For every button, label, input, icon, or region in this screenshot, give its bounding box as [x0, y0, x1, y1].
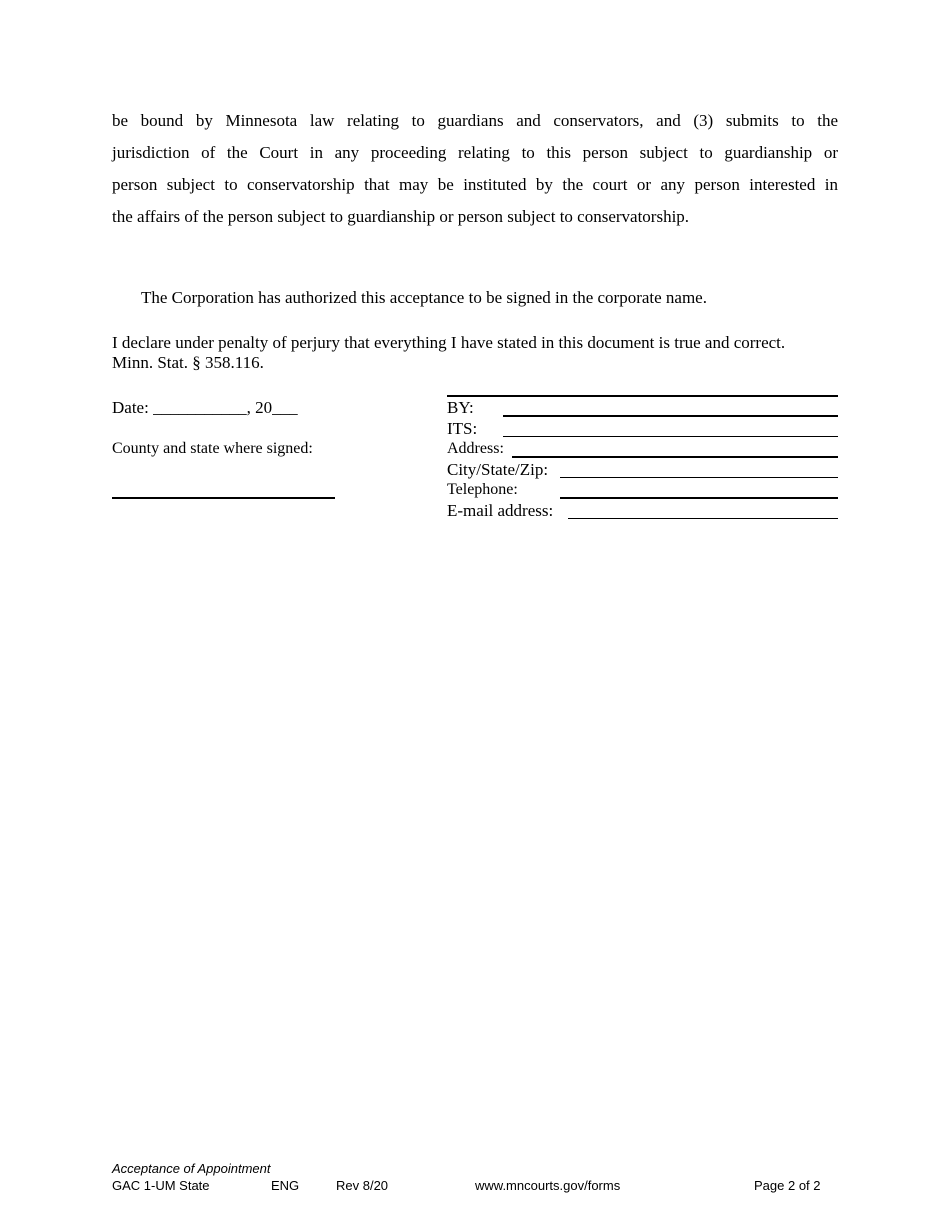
perjury-declaration: I declare under penalty of perjury that everything I have stated in this document is true and correct. Minn. Stat. § 358.116.	[112, 333, 786, 372]
paragraph-line: be bound by Minnesota law relating to guardians and conservators, and (3) submits to the	[112, 111, 838, 130]
by-label: BY:	[447, 398, 474, 417]
continuation-paragraph	[112, 105, 838, 233]
telephone-line[interactable]	[560, 497, 838, 499]
form-title: Acceptance of Appointment	[112, 1161, 271, 1176]
paragraph-line: person subject to conservatorship that may be instituted by the court or any person interested in	[112, 175, 838, 194]
its-title-line[interactable]	[503, 436, 838, 437]
corporation-name-line[interactable]	[447, 395, 838, 397]
form-language: ENG	[271, 1178, 300, 1193]
page-number: Page 2 of 2	[754, 1178, 821, 1193]
email-label: E-mail address:	[447, 501, 554, 520]
address-label: Address:	[447, 440, 504, 457]
county-state-label: County and state where signed:	[112, 440, 313, 457]
by-signature-line[interactable]	[503, 415, 838, 417]
address-line[interactable]	[512, 456, 838, 458]
city-state-zip-line[interactable]	[560, 477, 838, 478]
forms-website-link[interactable]: www.mncourts.gov/forms	[475, 1178, 621, 1193]
date-field[interactable]: Date: ___________, 20___	[112, 398, 298, 417]
paragraph-line: the affairs of the person subject to guardianship or person subject to conservatorship.	[112, 207, 690, 226]
authorization-statement: The Corporation has authorized this acceptance to be signed in the corporate name.	[141, 288, 707, 307]
telephone-label: Telephone:	[447, 481, 518, 498]
email-line[interactable]	[568, 518, 838, 519]
paragraph-line: jurisdiction of the Court in any proceeding relating to this person subject to guardianship or	[112, 143, 838, 162]
its-label: ITS:	[447, 419, 478, 438]
city-state-zip-label: City/State/Zip:	[447, 460, 549, 479]
form-revision: Rev 8/20	[336, 1178, 389, 1193]
form-code: GAC 1-UM State	[112, 1178, 210, 1193]
county-state-signature-line[interactable]	[112, 497, 335, 499]
